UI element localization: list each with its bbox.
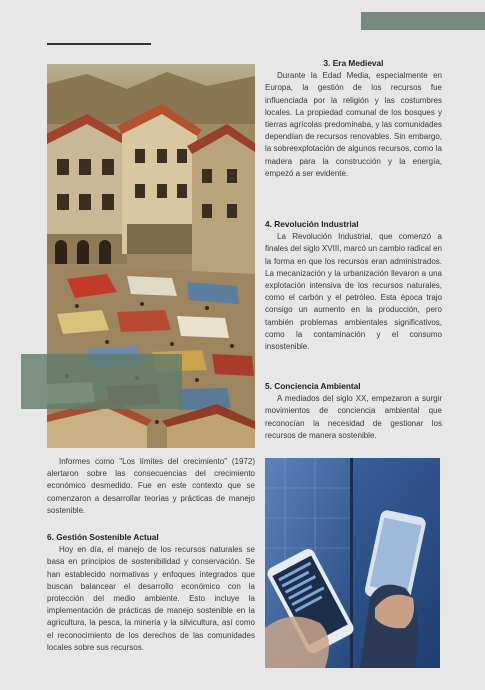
section-title: 6. Gestión Sostenible Actual bbox=[47, 532, 159, 542]
section-title: 3. Era Medieval bbox=[323, 58, 384, 68]
section-conciencia-ambiental bbox=[265, 380, 442, 442]
smartphone-photo bbox=[265, 458, 440, 668]
section-body: Informes como "Los límites del crecimiento" (1972) alertaron sobre las consecuencias del crecimiento económico desmedido. Fue en este contexto que se comenzaron a desarrollar teorías y prácticas de manejo sostenible. bbox=[47, 457, 255, 515]
section-title: 5. Conciencia Ambiental bbox=[265, 381, 361, 391]
section-body: La Revolución Industrial, que comenzó a finales del siglo XVIII, marcó un cambio radical en la forma en que los recursos eran administrados. La mecanización y la urbanización llevaron a una explotación intensiva de los recursos naturales, como el carbón y el petróleo. Esta época trajo consigo un aumento en la producción, pero también problemas ambientales significativos, como la contaminación y el consumo insostenible. bbox=[265, 232, 442, 352]
green-accent-block bbox=[21, 354, 182, 409]
section-body: Hoy en día, el manejo de los recursos naturales se basa en principios de sostenibilidad y conservación. Se han establecido normativas y enfoques integrados que buscan balancear el desarrollo económico con la protección del medio ambiente. Esto incluye la implementación de prácticas de manejo sostenible en la agricultura, la pesca, la minería y la silvicultura, así como el reconocimiento de los derechos de las comunidades locales sobre sus recursos. bbox=[47, 545, 255, 652]
header-accent-bar bbox=[361, 12, 485, 30]
section-gestion-sostenible bbox=[47, 531, 255, 654]
section-title: 4. Revolución Industrial bbox=[265, 219, 359, 229]
section-era-medieval bbox=[265, 57, 442, 180]
header-rule bbox=[47, 43, 151, 45]
section-body: Durante la Edad Media, especialmente en Europa, la gestión de los recursos fue influenciada por la religión y las costumbres locales. La propiedad comunal de los bosques y tierras agrícolas predominaba, y las comunidades dependían de recursos renovables. Sin embargo, la sobreexplotación de algunos recursos, como la madera para la construcción y la energía, empezó a ser evidente. bbox=[265, 71, 442, 178]
section-revolucion-industrial bbox=[265, 218, 442, 353]
section-body: A mediados del siglo XX, empezaron a surgir movimientos de conciencia ambiental que reconocían la necesidad de gestionar los recursos de manera sostenible. bbox=[265, 394, 442, 440]
section-informes bbox=[47, 456, 255, 517]
